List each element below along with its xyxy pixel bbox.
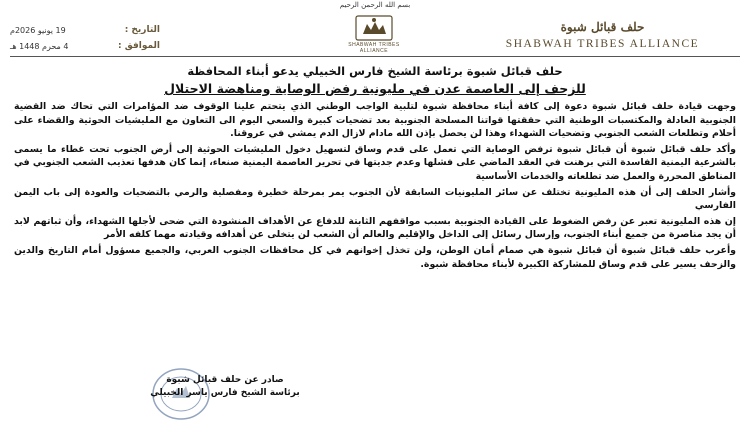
brand-name-arabic: حلف قبائل شبوة xyxy=(560,20,645,34)
body-paragraph-1: وجهت قيادة حلف قبائل شبوة دعوة إلى كافة أبناء محافظة شبوة لتلبية الواجب الوطني الذي يتحتم علينا الوقوف ضد المؤامرات التي تحاك ضد القضية الجنوبية العادلة والمكتسبات الوطنية التي حققتها قواتنا المسلحة الجنوبية بعد تضحيات كبيرة والسعي اليوم الى التعاون مع المليشيات الحوثية والقضاء على أحلام وتطلعات الشعب الجنوبي وتضحيات الشهداء وهذا لن يحصل بإذن الله مادام لازال الدم يمشي في عروقنا. xyxy=(14,101,736,140)
hijri-date-row xyxy=(10,38,160,54)
hijri-value: 4 محرم 1448 هـ xyxy=(10,41,69,51)
title-line-1: حلف قبائل شبوة برئاسة الشيخ فارس الخبيلي يدعو أبناء المحافظة xyxy=(187,64,563,78)
signature-line-1: صادر عن حلف قبائل شبوة xyxy=(166,375,284,385)
date-row xyxy=(10,22,160,38)
date-block xyxy=(10,22,160,54)
brand-name-english: SHABWAH TRIBES ALLIANCE xyxy=(505,38,700,50)
signature-block xyxy=(140,374,310,400)
hijri-label: الموافق : xyxy=(118,41,160,51)
header-divider xyxy=(10,56,740,57)
document-title xyxy=(20,62,730,98)
body-paragraph-3: وأشار الحلف إلى أن هذه المليونية تختلف عن سائر المليونيات السابقة لأن الجنوب يمر بمرحلة خطيرة ومفصلية والرمي بالتضحيات والعودة إلى باب اليمن الفارسي xyxy=(14,186,736,212)
signature-line-2: برئاسة الشيخ فارس ياسر الخبيلي xyxy=(150,388,300,398)
letterhead-header xyxy=(0,10,750,56)
title-line-2: للزحف إلى العاصمة عدن في مليونية رفض الوصاية ومناهضة الاحتلال xyxy=(164,81,586,96)
date-value: 19 يونيو 2026م xyxy=(10,25,66,35)
body-paragraph-4: إن هذه المليونية تعبر عن رفض الضغوط على القيادة الجنوبية بسبب مواقفهم الثابتة للدفاع عن الأهداف المنشودة التي ضحى لأجلها الشهداء، وأن ثباتهم لابد أن يجد مناصرة من جميع أبناء الجنوب، وإرسال رسائل إلى الداخل والإقليم والعالم أن الشعب لن يتخلى عن أهدافه وقيادته مهما كلفه الأمر xyxy=(14,215,736,241)
tribal-emblem-icon xyxy=(353,14,395,42)
document-body xyxy=(14,100,736,273)
body-paragraph-2: وأكد حلف قبائل شبوة أن قبائل شبوة ترفض الوصاية التي تعمل على قدم وساق لتسهيل دخول المليشيات الحوثية إلى أرض الجنوب تحت غطاء ما يسمى بالشرعية اليمنية الفاسدة التي برهنت في العقد الماضي على فشلها وعدم جديتها في تحرير العاصمة اليمنية صنعاء، إنما كان هدفها تعذيب الشعب الجنوبي في المناطق المحررة والعمل ضد تطلعاته والخدمات الأساسية xyxy=(14,143,736,182)
logo-caption: SHABWAH TRIBES ALLIANCE xyxy=(348,42,400,54)
date-label: التاريخ : xyxy=(124,25,160,35)
alliance-logo xyxy=(338,14,410,58)
body-paragraph-5: وأعرب حلف قبائل شبوة أن قبائل شبوة هي صمام أمان الوطن، ولن تخذل إخوانهم في كل محافظات الجنوب العربي، والجميع مسؤول أمام التاريخ والدين والزحف يسير على قدم وساق للمشاركة الكبيرة لأبناء محافظة شبوة. xyxy=(14,244,736,270)
basmala-text: بسم الله الرحمن الرحيم xyxy=(339,1,411,9)
